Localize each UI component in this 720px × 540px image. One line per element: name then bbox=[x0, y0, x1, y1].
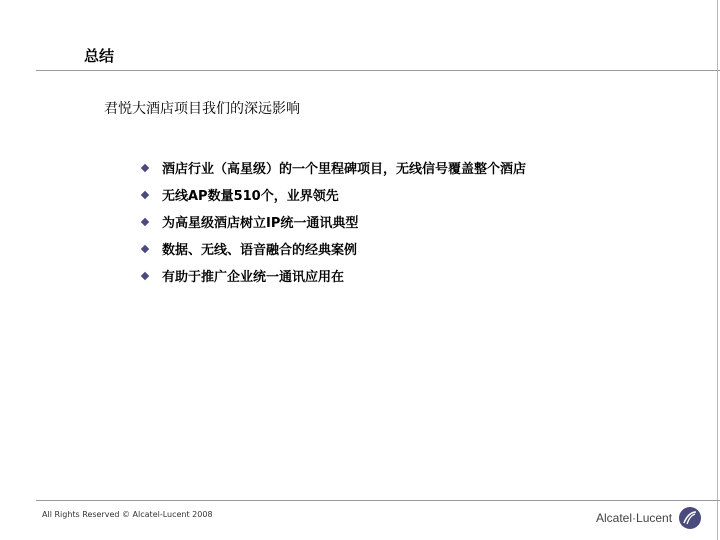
brand-lockup bbox=[596, 506, 702, 530]
alcatel-lucent-logo-icon bbox=[678, 506, 702, 530]
diamond-bullet-icon bbox=[141, 190, 149, 198]
bullet-item bbox=[140, 262, 526, 289]
bullet-item bbox=[140, 181, 526, 208]
bullet-list bbox=[140, 154, 526, 289]
footer-divider bbox=[36, 500, 720, 501]
bullet-text: 为高星级酒店树立IP统一通讯典型 bbox=[162, 216, 359, 231]
title-divider bbox=[36, 70, 720, 71]
diamond-bullet-icon bbox=[141, 271, 149, 279]
copyright-notice: All Rights Reserved © Alcatel-Lucent 2008 bbox=[42, 510, 213, 519]
bullet-text: 数据、无线、语音融合的经典案例 bbox=[162, 243, 358, 258]
slide-title: 总结 bbox=[84, 47, 115, 65]
slide-subtitle: 君悦大酒店项目我们的深远影响 bbox=[104, 101, 300, 117]
brand-name: Alcatel·Lucent bbox=[596, 511, 673, 525]
bullet-text: 有助于推广企业统一通讯应用在 bbox=[162, 270, 345, 285]
bullet-item bbox=[140, 208, 526, 235]
bullet-item bbox=[140, 235, 526, 262]
bullet-text: 无线AP数量510个，业界领先 bbox=[162, 189, 339, 204]
diamond-bullet-icon bbox=[141, 244, 149, 252]
bullet-item bbox=[140, 154, 526, 181]
slide-edge-line bbox=[717, 0, 718, 540]
bullet-text: 酒店行业（高星级）的一个里程碑项目，无线信号覆盖整个酒店 bbox=[162, 162, 527, 177]
diamond-bullet-icon bbox=[141, 163, 149, 171]
diamond-bullet-icon bbox=[141, 217, 149, 225]
